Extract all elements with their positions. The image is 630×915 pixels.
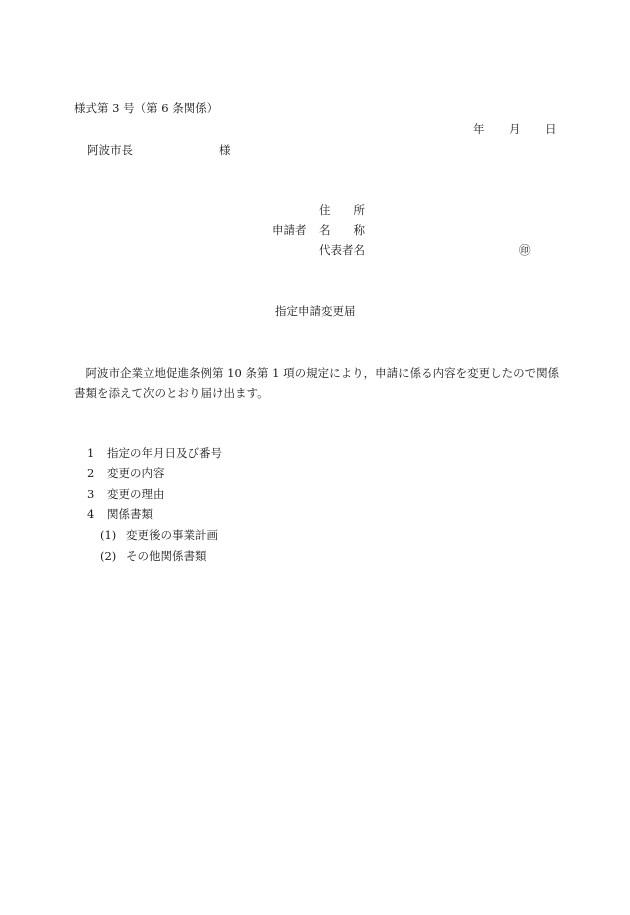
list-item bbox=[87, 507, 153, 521]
form-number: 様式第 3 号（第 6 条関係） bbox=[74, 101, 219, 115]
list-item-label: 変更の理由 bbox=[107, 487, 165, 501]
applicant-representative-label: 代表者名 bbox=[319, 243, 365, 257]
list-item-number: 4 bbox=[87, 507, 95, 521]
list-item bbox=[87, 466, 165, 480]
body-paragraph: 阿波市企業立地促進条例第 10 条第 1 項の規定により，申請に係る内容を変更したので関係書類を添えて次のとおり届け出ます。 bbox=[74, 366, 560, 400]
addressee-honorific: 様 bbox=[219, 143, 231, 157]
list-item-number: 2 bbox=[87, 466, 95, 480]
document-title: 指定申請変更届 bbox=[275, 304, 356, 318]
list-item-label: 関係書類 bbox=[107, 507, 153, 521]
applicant-name-label: 名 称 bbox=[319, 223, 365, 237]
list-item-number: 1 bbox=[87, 446, 95, 460]
applicant-address-label: 住 所 bbox=[319, 203, 365, 217]
date-month: 月 bbox=[509, 122, 521, 136]
list-item bbox=[87, 446, 222, 460]
sub-list-item-label: 変更後の事業計画 bbox=[126, 528, 218, 542]
sub-list-item-number: (1) bbox=[100, 528, 117, 542]
list-item bbox=[87, 487, 165, 501]
sub-list-item bbox=[100, 528, 218, 542]
date-year: 年 bbox=[473, 122, 485, 136]
list-item-label: 変更の内容 bbox=[107, 466, 165, 480]
sub-list-item-label: その他関係書類 bbox=[126, 549, 207, 563]
date-day: 日 bbox=[545, 122, 557, 136]
list-item-number: 3 bbox=[87, 487, 95, 501]
sub-list-item-number: (2) bbox=[100, 549, 117, 563]
seal-mark: ㊞ bbox=[519, 243, 531, 257]
sub-list-item bbox=[100, 549, 207, 563]
applicant-role-label: 申請者 bbox=[272, 223, 307, 237]
addressee-name: 阿波市長 bbox=[87, 143, 133, 157]
list-item-label: 指定の年月日及び番号 bbox=[107, 446, 222, 460]
